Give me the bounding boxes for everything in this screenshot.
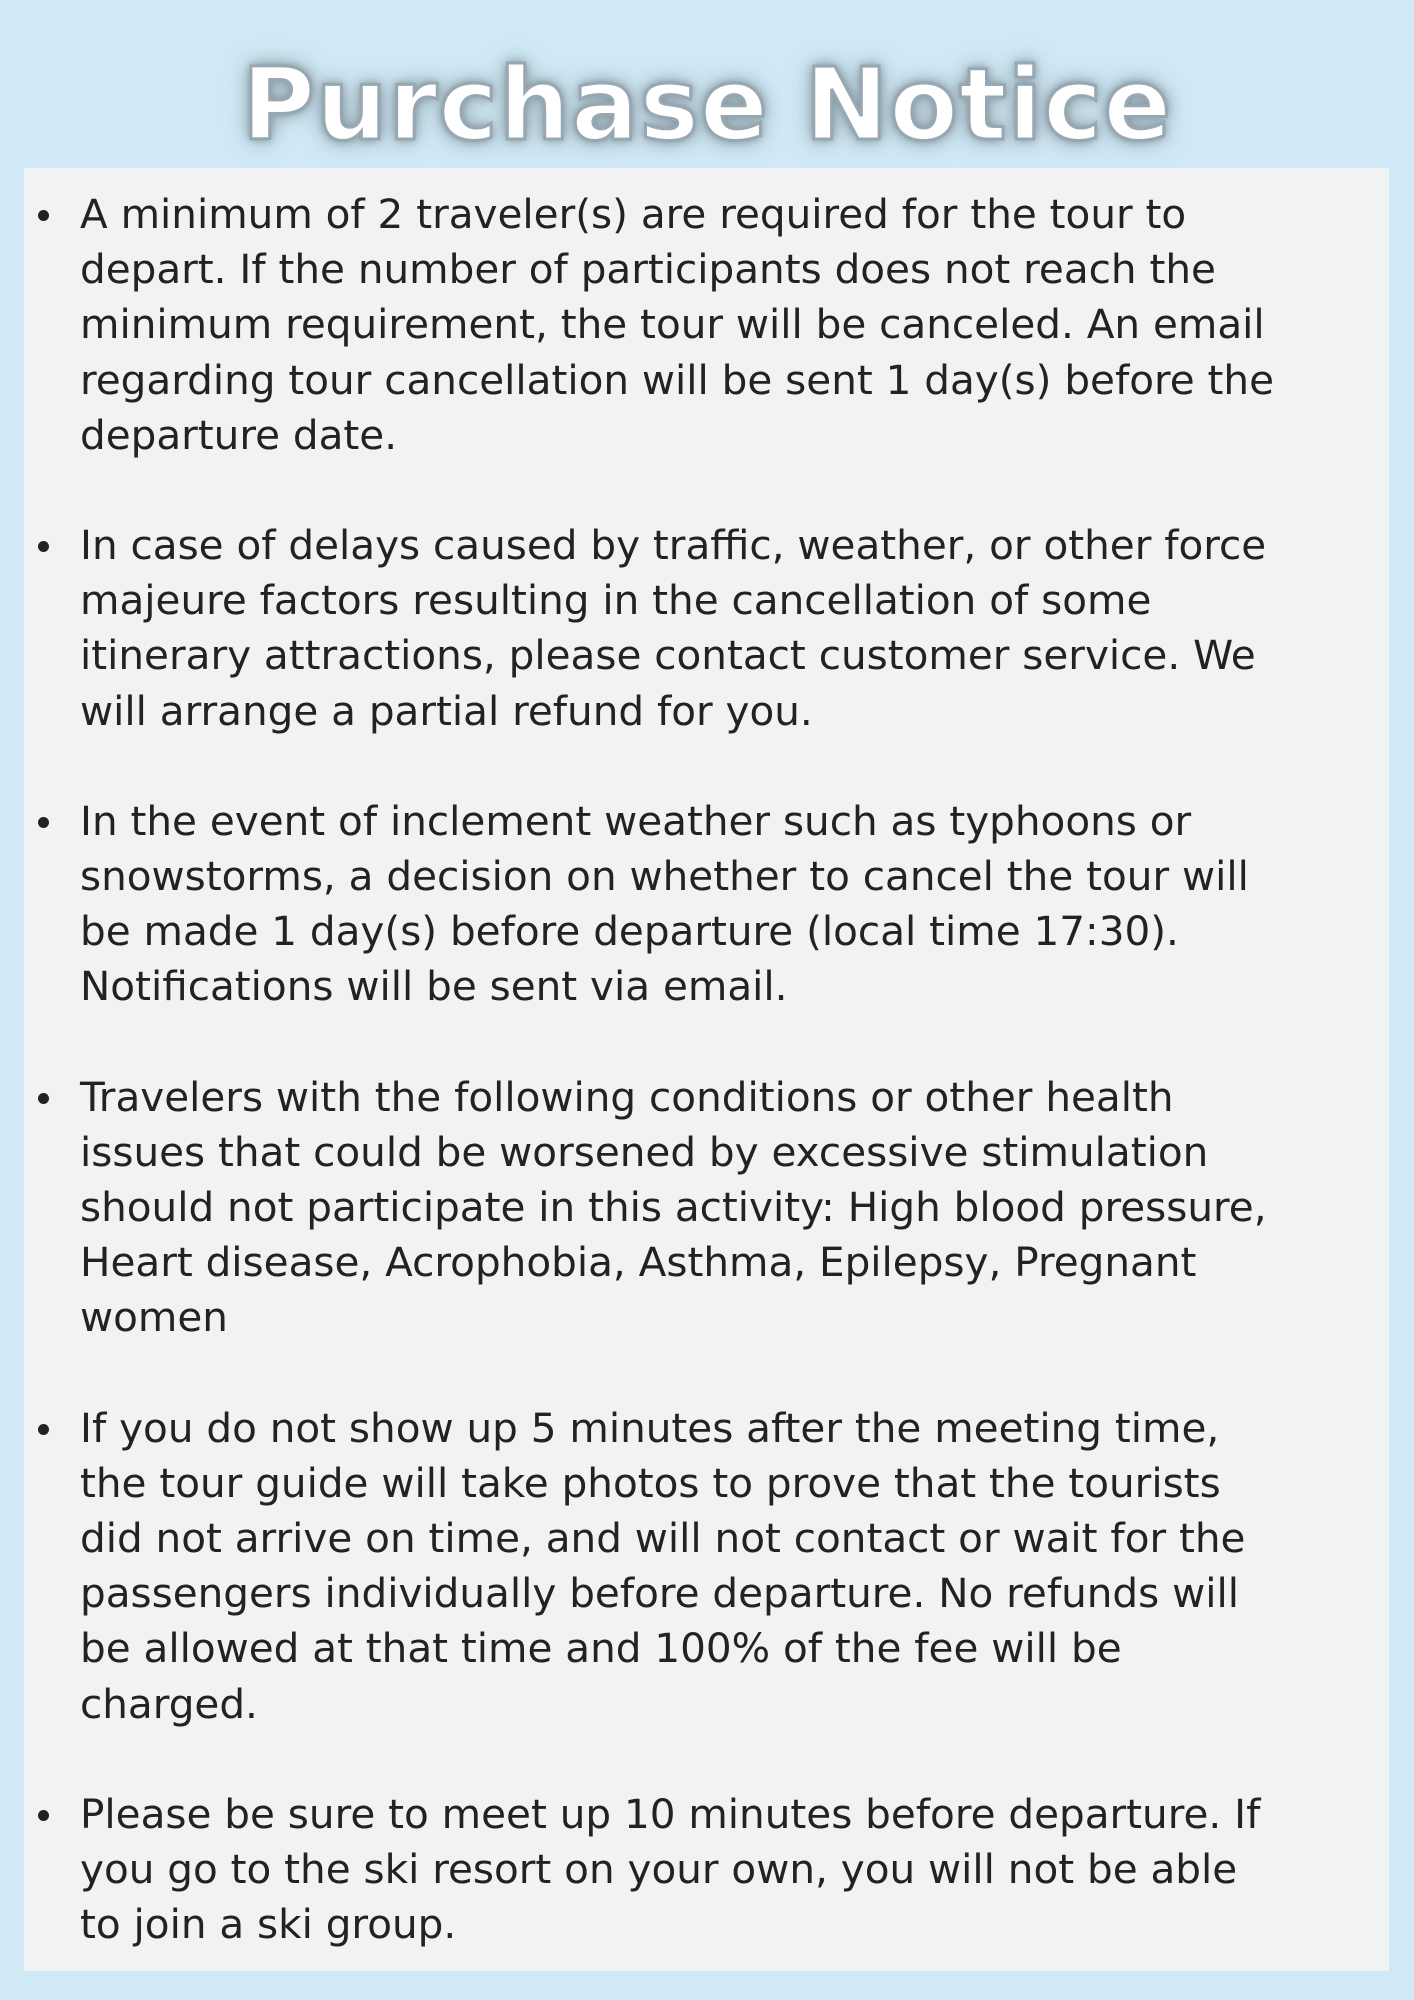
- bullet-dot: [38, 1093, 49, 1104]
- page-title: Purchase Notice: [241, 46, 1173, 163]
- notice-line: minimum requirement, the tour will be canceled. An email: [80, 300, 1265, 349]
- notice-item-health: [24, 1070, 1389, 1346]
- notice-line: regarding tour cancellation will be sent 1 day(s) before the: [80, 355, 1274, 404]
- notice-line: majeure factors resulting in the cancellation of some: [80, 576, 1152, 625]
- notice-item-min-travelers: [24, 187, 1389, 463]
- notice-line: If you do not show up 5 minutes after the meeting time,: [80, 1403, 1220, 1452]
- notice-line: to join a ski group.: [80, 1900, 457, 1949]
- bullet-dot: [38, 1424, 49, 1435]
- notice-line: be made 1 day(s) before departure (local time 17:30).: [80, 907, 1179, 956]
- notice-item-weather: [24, 794, 1389, 1015]
- notice-line: snowstorms, a decision on whether to cancel the tour will: [80, 852, 1249, 901]
- bullet-dot: [38, 1810, 49, 1821]
- notice-line: passengers individually before departure. No refunds will: [80, 1569, 1239, 1618]
- notice-list: [24, 187, 1389, 1952]
- notice-line: departure date.: [80, 410, 398, 459]
- notice-item-meet-up: [24, 1787, 1389, 1953]
- notice-line: be allowed at that time and 100% of the fee will be: [80, 1624, 1122, 1673]
- notice-line: depart. If the number of participants does not reach the: [80, 245, 1216, 294]
- notice-item-delays: [24, 518, 1389, 739]
- notice-line: A minimum of 2 traveler(s) are required for the tour to: [80, 190, 1187, 238]
- notice-line: did not arrive on time, and will not contact or wait for the: [80, 1514, 1246, 1563]
- notice-line: In the event of inclement weather such as typhoons or: [80, 796, 1192, 845]
- notice-line: will arrange a partial refund for you.: [80, 686, 813, 735]
- notice-line: women: [80, 1293, 228, 1342]
- notice-line: the tour guide will take photos to prove that the tourists: [80, 1458, 1221, 1507]
- notice-line: Please be sure to meet up 10 minutes before departure. If: [80, 1789, 1261, 1838]
- notice-line: you go to the ski resort on your own, you will not be able: [80, 1845, 1238, 1894]
- notice-line: itinerary attractions, please contact customer service. We: [80, 631, 1256, 680]
- notice-panel: [24, 168, 1389, 1971]
- notice-line: Heart disease, Acrophobia, Asthma, Epilepsy, Pregnant: [80, 1238, 1197, 1287]
- notice-line: In case of delays caused by traffic, weather, or other force: [80, 521, 1267, 570]
- notice-line: Travelers with the following conditions or other health: [80, 1072, 1174, 1121]
- notice-line: issues that could be worsened by excessive stimulation: [80, 1127, 1209, 1176]
- notice-line: should not participate in this activity: High blood pressure,: [80, 1183, 1267, 1232]
- bullet-dot: [38, 817, 49, 828]
- notice-line: Notifications will be sent via email.: [80, 962, 788, 1011]
- notice-line: charged.: [80, 1679, 258, 1728]
- notice-item-no-show: [24, 1401, 1389, 1732]
- bullet-dot: [38, 541, 49, 552]
- bullet-dot: [38, 210, 49, 221]
